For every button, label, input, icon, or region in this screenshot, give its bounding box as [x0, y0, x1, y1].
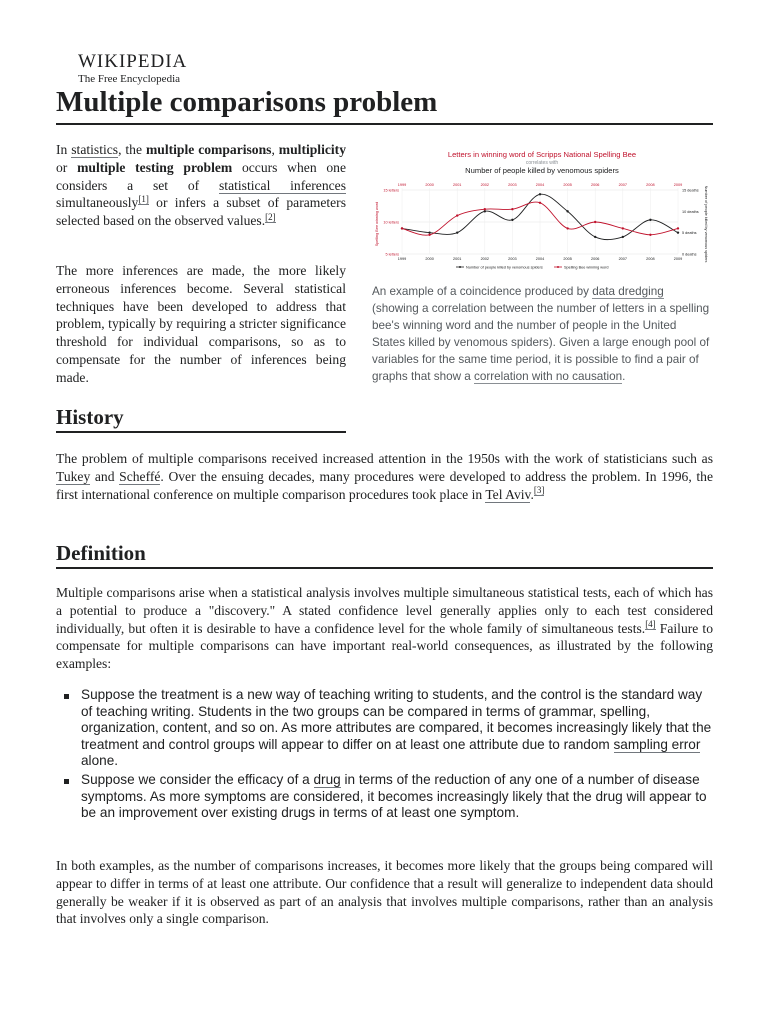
data-point	[428, 231, 430, 233]
logo-tagline: The Free Encyclopedia	[78, 73, 181, 85]
link-correlation-no-causation[interactable]: correlation with no causation	[474, 370, 623, 383]
page-title: Multiple comparisons problem	[56, 82, 713, 125]
x-top-tick-label: 2001	[452, 183, 462, 187]
data-point	[401, 227, 403, 229]
x-top-tick-label: 2004	[535, 183, 545, 187]
x-bottom-tick-label: 2002	[480, 257, 490, 261]
x-top-tick-label: 2007	[618, 183, 628, 187]
legend-label: Number of people killed by venomous spiders	[466, 265, 543, 270]
figure-caption: An example of a coincidence produced by data dredging (showing a correlation between the number of letters in a spelling bee's winning word and the number of people in the United States killed by venomous spiders). Given a large enough pool of variables for the same time period, it is possible to find a pair of graphs that show a correlation with no causation.	[372, 285, 710, 383]
chart-subtitle: Number of people killed by venomous spiders	[465, 166, 619, 175]
definition-paragraph-2: In both examples, as the number of comparisons increases, it becomes more likely that the groups being compared will appear to differ in terms of at least one attribute. Our confidence that a result will generalize to independent data should generally be weaker if it is observed as part of an analysis that involves multiple comparisons, rather than an analysis that involves only a single comparison.	[56, 858, 713, 927]
data-point	[566, 210, 568, 212]
thumbnail-figure	[372, 142, 712, 385]
data-point	[484, 210, 486, 212]
link-statistics[interactable]: statistics	[71, 142, 119, 157]
heading-history: History	[56, 403, 346, 433]
link-tel-aviv[interactable]: Tel Aviv	[485, 486, 531, 502]
x-bottom-tick-label: 2004	[535, 257, 545, 261]
x-top-tick-label: 1999	[397, 183, 407, 187]
x-bottom-tick-label: 2008	[646, 257, 655, 261]
y-axis-left-label: Spelling Bee winning word	[375, 201, 379, 247]
x-bottom-tick-label: 2000	[425, 257, 434, 261]
spelling-bee-spider-chart[interactable]	[372, 142, 712, 276]
reference-1[interactable]: [1]	[138, 193, 149, 204]
list-item: Suppose we consider the efficacy of a drug in terms of the reduction of any one of a number of disease symptoms. As more symptoms are considered, it becomes increasingly likely that the drug will appear to be an improvement over existing drugs in terms of at least one symptom.	[62, 772, 712, 822]
y-right-tick-label: 10 deaths	[682, 209, 699, 214]
intro-paragraph-1: In statistics, the multiple comparisons, multiplicity or multiple testing problem occurs when one considers a set of statistical inferences simultaneously[1] or infers a subset of parameters selected based on the observed values.[2]	[56, 142, 346, 229]
data-point	[594, 236, 596, 238]
link-statistical-inferences[interactable]: statistical inferences	[219, 177, 346, 193]
data-point	[511, 208, 513, 210]
x-bottom-tick-label: 2001	[452, 257, 462, 261]
x-bottom-tick-label: 2009	[673, 257, 683, 261]
y-right-tick-label: 5 deaths	[682, 231, 697, 236]
data-point	[566, 227, 568, 229]
data-point	[484, 208, 486, 210]
link-sampling-error[interactable]: sampling error	[613, 736, 701, 752]
definition-paragraph-1: Multiple comparisons arise when a statistical analysis involves multiple simultaneous statistical tests, each of which has a potential to produce a "discovery." A stated confidence level generally applies only to each test considered individually, but often it is desirable to have a confidence level for the whole family of simultaneous tests.[4] Failure to compensate for multiple comparisons can have important real-world consequences, as illustrated by the following examples:	[56, 585, 713, 672]
x-top-tick-label: 2008	[646, 183, 655, 187]
data-point	[539, 193, 541, 195]
intro-paragraph-2: The more inferences are made, the more likely erroneous inferences become. Several statistical techniques have been developed to address that problem, typically by requiring a stricter significance threshold for individual comparisons, so as to compensate for the number of inferences being made.	[56, 263, 346, 385]
link-drug[interactable]: drug	[313, 771, 341, 787]
reference-4[interactable]: [4]	[645, 619, 656, 630]
data-point	[649, 219, 651, 221]
link-scheffe[interactable]: Scheffé	[119, 468, 161, 484]
legend-marker	[557, 266, 559, 268]
x-bottom-tick-label: 2006	[590, 257, 600, 261]
data-point	[594, 221, 596, 223]
data-point	[511, 219, 513, 221]
y-axis-right-label: Number of people killed by venomous spiders	[704, 185, 708, 263]
x-bottom-tick-label: 2007	[618, 257, 628, 261]
data-point	[677, 227, 679, 229]
chart-title: Letters in winning word of Scripps National Spelling Bee	[447, 150, 637, 159]
data-point	[456, 231, 458, 233]
link-tukey[interactable]: Tukey	[56, 468, 91, 484]
x-bottom-tick-label: 2005	[563, 257, 572, 261]
data-point	[428, 234, 430, 236]
y-left-tick-label: 5 letters	[385, 252, 399, 257]
chart-subtitle-connector: correlates with	[525, 160, 559, 166]
reference-2[interactable]: [2]	[265, 211, 276, 222]
data-point	[539, 202, 541, 204]
examples-list	[62, 687, 712, 824]
link-data-dredging[interactable]: data dredging	[592, 285, 664, 298]
heading-definition: Definition	[56, 539, 713, 569]
y-left-tick-label: 10 letters	[383, 220, 399, 225]
x-top-tick-label: 2005	[563, 183, 572, 187]
legend-label: Spelling Bee winning word	[564, 265, 609, 270]
x-bottom-tick-label: 2003	[508, 257, 517, 261]
logo-wordmark: WIKIPEDIA	[78, 51, 188, 72]
data-point	[622, 236, 624, 238]
y-right-tick-label: 15 deaths	[682, 188, 699, 193]
legend-marker	[459, 266, 461, 268]
x-top-tick-label: 2000	[425, 183, 434, 187]
y-right-tick-label: 0 deaths	[682, 252, 697, 257]
x-top-tick-label: 2009	[673, 183, 683, 187]
reference-3[interactable]: [3]	[533, 485, 545, 496]
list-item: Suppose the treatment is a new way of teaching writing to students, and the control is the standard way of teaching writing. Students in the two groups can be compared in terms of grammar, spelling, organization, content, and so on. As more attributes are compared, it becomes increasingly likely that the treatment and control groups will appear to differ on at least one attribute due to random sampling error alone.	[62, 687, 712, 770]
data-point	[622, 227, 624, 229]
x-bottom-tick-label: 1999	[397, 257, 407, 261]
x-top-tick-label: 2002	[480, 183, 490, 187]
history-paragraph: The problem of multiple comparisons received increased attention in the 1950s with the work of statisticians such as Tukey and Scheffé. Over the ensuing decades, many procedures were developed to address the problem. In 1996, the first international conference on multiple comparison procedures took place in Tel Aviv.[3]	[56, 451, 713, 502]
chart-legend	[456, 266, 609, 270]
wikipedia-logo[interactable]	[78, 52, 187, 86]
data-point	[456, 214, 458, 216]
y-left-tick-label: 15 letters	[383, 188, 399, 193]
data-point	[677, 231, 679, 233]
x-top-tick-label: 2003	[508, 183, 517, 187]
data-point	[649, 234, 651, 236]
x-top-tick-label: 2006	[590, 183, 600, 187]
